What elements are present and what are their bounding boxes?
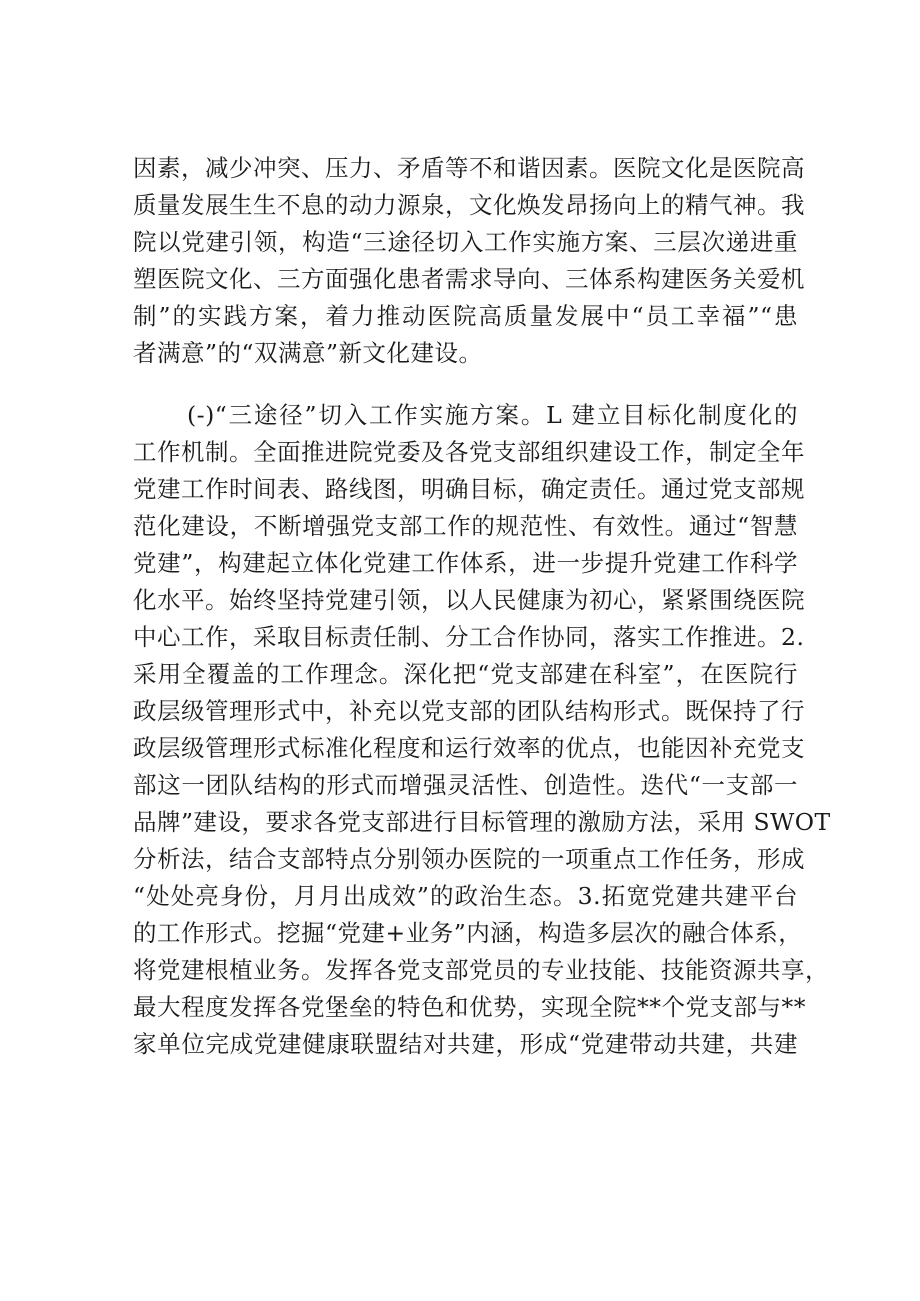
text-line: 品牌”建设，要求各党支部进行目标管理的激励方法，采用 SWOT xyxy=(133,808,831,836)
text-line: 化水平。始终坚持党建引领，以人民健康为初心，紧紧围绕医院 xyxy=(133,586,805,614)
text-line: 质量发展生生不息的动力源泉，文化焕发昂扬向上的精气神。我 xyxy=(133,191,805,219)
text-line: 工作机制。全面推进院党委及各党支部组织建设工作，制定全年 xyxy=(133,438,805,466)
text-line: 最大程度发挥各党堡垒的特色和优势，实现全院**个党支部与** xyxy=(133,993,806,1021)
document-body xyxy=(133,150,831,1063)
text-line: 党建”，构建起立体化党建工作体系，进一步提升党建工作科学 xyxy=(133,549,798,577)
text-line: 者满意”的“双满意”新文化建设。 xyxy=(133,339,483,367)
text-line: 中心工作，采取目标责任制、分工合作协同，落实工作推进。2. xyxy=(133,623,805,651)
text-line: 政层级管理形式标准化程度和运行效率的优点，也能因补充党支 xyxy=(133,734,805,762)
text-line: 将党建根植业务。发挥各党支部党员的专业技能、技能资源共享， xyxy=(133,956,829,984)
text-line: 分析法，结合支部特点分别领办医院的一项重点工作任务，形成 xyxy=(133,845,805,873)
paragraph-section-one xyxy=(133,397,831,1063)
text-line: 因素，减少冲突、压力、矛盾等不和谐因素。医院文化是医院高 xyxy=(133,154,805,182)
paragraph-intro xyxy=(133,150,805,372)
text-line: 制”的实践方案，着力推动医院高质量发展中“员工幸福”“患 xyxy=(133,302,798,330)
text-line: 的工作形式。挖掘“党建+业务”内涵，构造多层次的融合体系， xyxy=(133,919,803,947)
text-line: 政层级管理形式中，补充以党支部的团队结构形式。既保持了行 xyxy=(133,697,805,725)
text-line: 党建工作时间表、路线图，明确目标，确定责任。通过党支部规 xyxy=(133,475,805,503)
section-heading-line: (-)“三途径”切入工作实施方案。L 建立目标化制度化的 xyxy=(187,401,798,429)
text-line: 塑医院文化、三方面强化患者需求导向、三体系构建医务关爱机 xyxy=(133,265,805,293)
text-line: 范化建设，不断增强党支部工作的规范性、有效性。通过“智慧 xyxy=(133,512,798,540)
text-line: 部这一团队结构的形式而增强灵活性、创造性。迭代“一支部一 xyxy=(133,771,798,799)
text-line: 院以党建引领，构造“三途径切入工作实施方案、三层次递进重 xyxy=(133,228,798,256)
text-line: 采用全覆盖的工作理念。深化把“党支部建在科室”，在医院行 xyxy=(133,660,798,688)
text-line: “处处亮身份，月月出成效”的政治生态。3.拓宽党建共建平台 xyxy=(133,882,798,910)
text-line: 家单位完成党建健康联盟结对共建，形成“党建带动共建，共建 xyxy=(133,1030,798,1058)
